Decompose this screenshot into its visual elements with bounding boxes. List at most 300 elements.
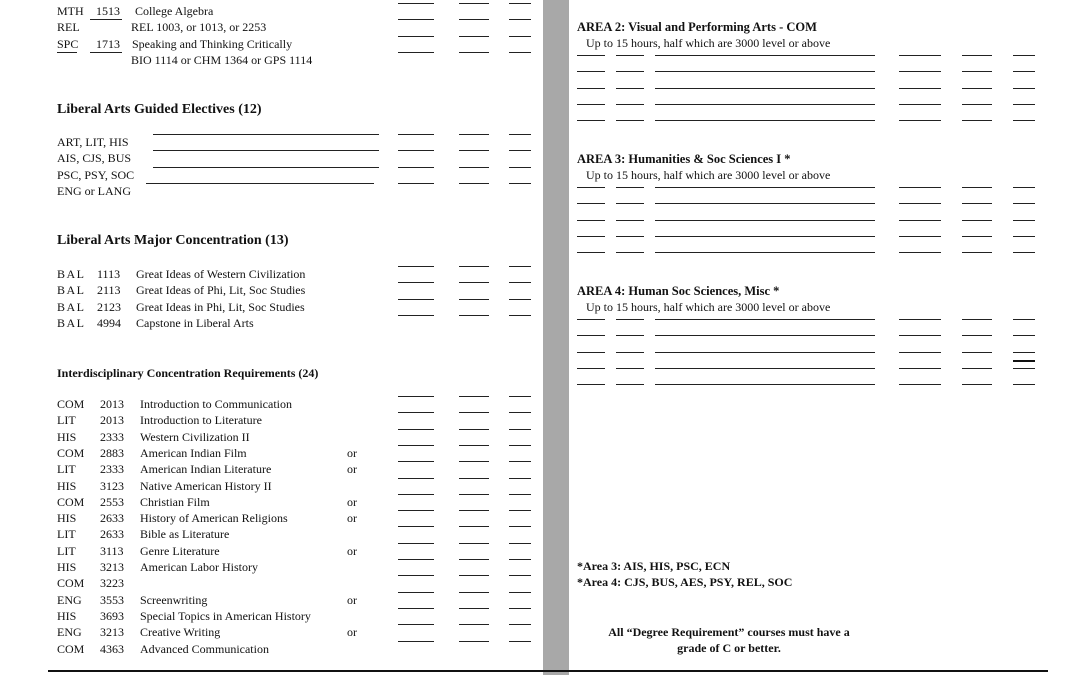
course-title-blank[interactable] bbox=[655, 55, 875, 56]
hours-blank[interactable] bbox=[1013, 319, 1035, 320]
hours-blank[interactable] bbox=[1013, 236, 1035, 237]
grade-blank[interactable] bbox=[398, 608, 434, 609]
number-blank[interactable] bbox=[616, 335, 644, 336]
course-title-blank[interactable] bbox=[655, 88, 875, 89]
grade-blank[interactable] bbox=[398, 315, 434, 316]
course-subject: BAL bbox=[57, 283, 86, 298]
or-connector: or bbox=[347, 494, 357, 509]
course-number: 4994 bbox=[97, 315, 121, 330]
semester-blank[interactable] bbox=[459, 299, 489, 300]
course-subject: COM bbox=[57, 576, 85, 591]
area-course-row bbox=[0, 88, 1080, 105]
course-title-blank[interactable] bbox=[655, 335, 875, 336]
or-connector: or bbox=[347, 445, 357, 460]
subject-blank[interactable] bbox=[577, 319, 605, 320]
number-blank[interactable] bbox=[616, 252, 644, 253]
course-title: Special Topics in American History bbox=[140, 608, 311, 623]
semester-blank[interactable] bbox=[459, 315, 489, 316]
grade-blank[interactable] bbox=[899, 252, 941, 253]
course-row bbox=[0, 608, 1080, 625]
course-subject: HIS bbox=[57, 608, 77, 623]
course-title: Christian Film bbox=[140, 494, 210, 509]
grade-blank[interactable] bbox=[398, 183, 434, 184]
grade-blank[interactable] bbox=[899, 71, 941, 72]
elective-row bbox=[0, 167, 1080, 184]
semester-blank[interactable] bbox=[459, 52, 489, 53]
course-row bbox=[0, 641, 1080, 658]
course-title: College Algebra bbox=[135, 4, 214, 18]
hours-blank[interactable] bbox=[1013, 120, 1035, 121]
hours-blank[interactable] bbox=[509, 445, 531, 446]
hours-blank[interactable] bbox=[509, 510, 531, 511]
course-number: 3213 bbox=[100, 625, 124, 640]
semester-blank[interactable] bbox=[459, 494, 489, 495]
grade-blank[interactable] bbox=[398, 510, 434, 511]
course-subject: HIS bbox=[57, 478, 77, 493]
electives-heading: Liberal Arts Guided Electives (12) bbox=[57, 102, 262, 117]
course-title-blank[interactable] bbox=[655, 220, 875, 221]
semester-blank[interactable] bbox=[962, 384, 992, 385]
subject-blank[interactable] bbox=[577, 71, 605, 72]
semester-blank[interactable] bbox=[459, 510, 489, 511]
course-title-blank[interactable] bbox=[655, 236, 875, 237]
subject-blank[interactable] bbox=[577, 352, 605, 353]
course-row bbox=[0, 478, 1080, 495]
semester-blank[interactable] bbox=[459, 575, 489, 576]
course-number: 3123 bbox=[100, 478, 124, 493]
course-row bbox=[0, 575, 1080, 592]
semester-blank[interactable] bbox=[962, 335, 992, 336]
semester-blank[interactable] bbox=[459, 412, 489, 413]
grade-blank[interactable] bbox=[398, 150, 434, 151]
area-course-row bbox=[0, 71, 1080, 88]
course-number: 2013 bbox=[100, 397, 124, 411]
course-number: 2633 bbox=[100, 511, 124, 526]
semester-blank[interactable] bbox=[962, 203, 992, 204]
semester-blank[interactable] bbox=[459, 461, 489, 462]
course-number: 2123 bbox=[97, 299, 121, 314]
course-title: Introduction to Communication bbox=[140, 397, 292, 411]
number-blank[interactable] bbox=[616, 120, 644, 121]
subject-blank[interactable] bbox=[577, 252, 605, 253]
number-blank[interactable] bbox=[616, 203, 644, 204]
number-blank[interactable] bbox=[616, 384, 644, 385]
grade-blank[interactable] bbox=[398, 445, 434, 446]
grade-blank[interactable] bbox=[398, 429, 434, 430]
semester-blank[interactable] bbox=[962, 104, 992, 105]
course-row bbox=[0, 592, 1080, 609]
course-number: 1513 bbox=[96, 4, 120, 18]
or-connector: or bbox=[347, 625, 357, 640]
semester-blank[interactable] bbox=[459, 543, 489, 544]
course-number: 2553 bbox=[100, 494, 124, 509]
semester-blank[interactable] bbox=[459, 36, 489, 37]
area-note: Up to 15 hours, half which are 3000 level or above bbox=[586, 36, 831, 50]
hours-blank[interactable] bbox=[1013, 71, 1035, 72]
area-course-row bbox=[0, 236, 1080, 253]
grade-blank[interactable] bbox=[398, 167, 434, 168]
semester-blank[interactable] bbox=[459, 624, 489, 625]
course-title: Capstone in Liberal Arts bbox=[136, 315, 254, 330]
course-title: Speaking and Thinking Critically bbox=[132, 36, 293, 51]
course-row bbox=[0, 412, 1080, 429]
hours-blank[interactable] bbox=[1013, 187, 1035, 188]
number-blank[interactable] bbox=[616, 368, 644, 369]
course-subject: LIT bbox=[57, 413, 76, 428]
course-title: BIO 1114 or CHM 1364 or GPS 1114 bbox=[131, 52, 313, 67]
hours-blank[interactable] bbox=[509, 641, 531, 642]
course-title-blank[interactable] bbox=[655, 203, 875, 204]
semester-blank[interactable] bbox=[459, 429, 489, 430]
course-title: Introduction to Literature bbox=[140, 413, 262, 428]
course-title: Great Ideas of Phi, Lit, Soc Studies bbox=[136, 283, 306, 298]
course-row bbox=[0, 624, 1080, 641]
area-course-row bbox=[0, 187, 1080, 204]
grade-blank[interactable] bbox=[398, 461, 434, 462]
semester-blank[interactable] bbox=[459, 183, 489, 184]
course-title: American Indian Literature bbox=[140, 462, 272, 477]
course-number: 3213 bbox=[100, 560, 124, 574]
area-course-row bbox=[0, 319, 1080, 336]
course-title: Great Ideas in Phi, Lit, Soc Studies bbox=[136, 299, 305, 314]
course-number: 2333 bbox=[100, 429, 124, 444]
course-subject: HIS bbox=[57, 511, 77, 526]
hours-blank[interactable] bbox=[1013, 384, 1035, 385]
subject-blank[interactable] bbox=[577, 88, 605, 89]
course-title: Western Civilization II bbox=[140, 429, 250, 444]
course-row bbox=[0, 543, 1080, 560]
grade-blank[interactable] bbox=[398, 19, 434, 20]
subject-blank[interactable] bbox=[577, 220, 605, 221]
area-course-row bbox=[0, 203, 1080, 220]
course-title-blank[interactable] bbox=[655, 252, 875, 253]
course-number: 4363 bbox=[100, 641, 124, 656]
elective-label: ART, LIT, HIS bbox=[57, 135, 129, 149]
course-title: Advanced Communication bbox=[140, 641, 269, 656]
elective-course-blank[interactable] bbox=[153, 150, 379, 151]
hours-blank[interactable] bbox=[1013, 203, 1035, 204]
course-title-blank[interactable] bbox=[655, 384, 875, 385]
hours-blank[interactable] bbox=[509, 167, 531, 168]
course-number: 3113 bbox=[100, 543, 124, 558]
course-title: American Labor History bbox=[140, 560, 258, 574]
course-subject: BAL bbox=[57, 315, 86, 330]
hours-blank[interactable] bbox=[509, 183, 531, 184]
semester-blank[interactable] bbox=[459, 641, 489, 642]
hours-blank[interactable] bbox=[509, 36, 531, 37]
grade-blank[interactable] bbox=[398, 592, 434, 593]
hours-blank[interactable] bbox=[509, 478, 531, 479]
course-title: History of American Religions bbox=[140, 511, 288, 526]
hours-blank[interactable] bbox=[509, 543, 531, 544]
grade-blank[interactable] bbox=[899, 203, 941, 204]
course-title: Screenwriting bbox=[140, 592, 208, 607]
semester-blank[interactable] bbox=[459, 282, 489, 283]
course-number: 2013 bbox=[100, 413, 124, 428]
grade-blank[interactable] bbox=[899, 88, 941, 89]
course-subject: HIS bbox=[57, 560, 77, 574]
course-row bbox=[0, 559, 1080, 576]
course-title: Great Ideas of Western Civilization bbox=[136, 267, 306, 281]
course-title: Bible as Literature bbox=[140, 527, 230, 542]
semester-blank[interactable] bbox=[962, 187, 992, 188]
course-number: 3553 bbox=[100, 592, 124, 607]
course-subject: BAL bbox=[57, 299, 86, 314]
course-number: 1713 bbox=[96, 36, 120, 51]
grade-blank[interactable] bbox=[398, 575, 434, 576]
course-subject: COM bbox=[57, 445, 85, 460]
or-connector: or bbox=[347, 543, 357, 558]
subject-blank[interactable] bbox=[577, 368, 605, 369]
subject-blank[interactable] bbox=[577, 120, 605, 121]
course-number: 3223 bbox=[100, 576, 124, 591]
area-note: Up to 15 hours, half which are 3000 level or above bbox=[586, 300, 831, 314]
hours-blank[interactable] bbox=[1013, 335, 1035, 336]
course-subject: LIT bbox=[57, 543, 76, 558]
grade-blank[interactable] bbox=[398, 412, 434, 413]
course-row bbox=[0, 510, 1080, 527]
area-course-row bbox=[0, 368, 1080, 385]
grade-blank[interactable] bbox=[899, 120, 941, 121]
number-blank[interactable] bbox=[90, 52, 122, 53]
grade-blank[interactable] bbox=[899, 55, 941, 56]
or-connector: or bbox=[347, 592, 357, 607]
course-row bbox=[0, 19, 1080, 36]
grade-blank[interactable] bbox=[899, 236, 941, 237]
area-course-row bbox=[0, 0, 1080, 5]
semester-blank[interactable] bbox=[459, 592, 489, 593]
course-title-blank[interactable] bbox=[655, 104, 875, 105]
hours-blank[interactable] bbox=[509, 52, 531, 53]
grade-blank[interactable] bbox=[899, 368, 941, 369]
hours-mark bbox=[1013, 360, 1035, 362]
hours-blank[interactable] bbox=[509, 608, 531, 609]
grade-blank[interactable] bbox=[398, 526, 434, 527]
course-title-blank[interactable] bbox=[655, 120, 875, 121]
semester-blank[interactable] bbox=[962, 71, 992, 72]
semester-blank[interactable] bbox=[459, 478, 489, 479]
hours-blank[interactable] bbox=[509, 592, 531, 593]
course-row bbox=[0, 429, 1080, 446]
number-blank[interactable] bbox=[616, 319, 644, 320]
elective-course-blank[interactable] bbox=[146, 183, 374, 184]
area-course-row bbox=[0, 55, 1080, 72]
course-number: 3693 bbox=[100, 608, 124, 623]
hours-blank[interactable] bbox=[509, 559, 531, 560]
subject-blank[interactable] bbox=[577, 104, 605, 105]
course-subject: COM bbox=[57, 494, 85, 509]
subject-blank[interactable] bbox=[577, 384, 605, 385]
grade-blank[interactable] bbox=[899, 335, 941, 336]
hours-blank[interactable] bbox=[1013, 252, 1035, 253]
course-subject: MTH bbox=[57, 4, 84, 18]
course-number: 2633 bbox=[100, 527, 124, 542]
semester-blank[interactable] bbox=[962, 220, 992, 221]
grade-blank[interactable] bbox=[398, 543, 434, 544]
grade-blank[interactable] bbox=[899, 187, 941, 188]
course-number: 2883 bbox=[100, 445, 124, 460]
semester-blank[interactable] bbox=[459, 526, 489, 527]
grade-blank[interactable] bbox=[398, 282, 434, 283]
course-number: 1113 bbox=[97, 267, 121, 281]
hours-blank[interactable] bbox=[509, 575, 531, 576]
hours-blank[interactable] bbox=[1013, 368, 1035, 369]
hours-blank[interactable] bbox=[509, 19, 531, 20]
course-number: 2113 bbox=[97, 283, 121, 298]
course-row bbox=[0, 282, 1080, 299]
elective-label: AIS, CJS, BUS bbox=[57, 151, 132, 166]
area-course-row bbox=[0, 120, 1080, 137]
subject-blank[interactable] bbox=[577, 335, 605, 336]
subject-blank[interactable] bbox=[577, 55, 605, 56]
semester-blank[interactable] bbox=[962, 120, 992, 121]
course-title: REL 1003, or 1013, or 2253 bbox=[131, 20, 267, 35]
area-course-row bbox=[0, 252, 1080, 269]
number-blank[interactable] bbox=[90, 19, 122, 20]
subject-blank[interactable] bbox=[57, 52, 77, 53]
area-course-row bbox=[0, 384, 1080, 401]
hours-blank[interactable] bbox=[509, 299, 531, 300]
course-subject: ENG bbox=[57, 625, 82, 640]
bottom-rule bbox=[48, 670, 1048, 672]
semester-blank[interactable] bbox=[459, 19, 489, 20]
course-subject: SPC bbox=[57, 36, 79, 51]
number-blank[interactable] bbox=[616, 71, 644, 72]
hours-blank[interactable] bbox=[509, 412, 531, 413]
course-number: 2333 bbox=[100, 462, 124, 477]
course-row bbox=[0, 299, 1080, 316]
semester-blank[interactable] bbox=[459, 150, 489, 151]
elective-label: PSC, PSY, SOC bbox=[57, 167, 135, 182]
grade-blank[interactable] bbox=[398, 36, 434, 37]
course-row bbox=[0, 494, 1080, 511]
elective-row bbox=[0, 150, 1080, 167]
course-row bbox=[0, 3, 1080, 20]
course-title: Genre Literature bbox=[140, 543, 220, 558]
course-title: Creative Writing bbox=[140, 625, 221, 640]
or-connector: or bbox=[347, 511, 357, 526]
grade-blank[interactable] bbox=[398, 559, 434, 560]
area-heading: AREA 2: Visual and Performing Arts - COM bbox=[577, 20, 817, 34]
semester-blank[interactable] bbox=[459, 608, 489, 609]
area-course-row bbox=[0, 220, 1080, 237]
grade-blank[interactable] bbox=[398, 299, 434, 300]
number-blank[interactable] bbox=[616, 88, 644, 89]
hours-blank[interactable] bbox=[1013, 220, 1035, 221]
grade-blank[interactable] bbox=[398, 624, 434, 625]
semester-blank[interactable] bbox=[459, 167, 489, 168]
course-row bbox=[0, 461, 1080, 478]
semester-blank[interactable] bbox=[459, 559, 489, 560]
number-blank[interactable] bbox=[616, 104, 644, 105]
course-title: Native American History II bbox=[140, 478, 272, 493]
course-title: American Indian Film bbox=[140, 445, 247, 460]
area-note: Up to 15 hours, half which are 3000 level or above bbox=[586, 168, 831, 182]
area-course-row bbox=[0, 104, 1080, 121]
semester-blank[interactable] bbox=[962, 55, 992, 56]
course-title-blank[interactable] bbox=[655, 71, 875, 72]
course-title-blank[interactable] bbox=[655, 368, 875, 369]
footnote-area3: *Area 3: AIS, HIS, PSC, ECN bbox=[577, 559, 731, 573]
semester-blank[interactable] bbox=[962, 368, 992, 369]
grade-requirement-note-line2: grade of C or better. bbox=[677, 641, 781, 655]
semester-blank[interactable] bbox=[459, 445, 489, 446]
hours-blank[interactable] bbox=[509, 494, 531, 495]
hours-blank[interactable] bbox=[509, 429, 531, 430]
hours-blank[interactable] bbox=[509, 526, 531, 527]
elective-course-blank[interactable] bbox=[153, 167, 379, 168]
hours-blank[interactable] bbox=[509, 624, 531, 625]
course-subject: BAL bbox=[57, 267, 86, 281]
course-subject: LIT bbox=[57, 462, 76, 477]
grade-blank[interactable] bbox=[899, 104, 941, 105]
hours-blank[interactable] bbox=[1013, 88, 1035, 89]
course-row bbox=[0, 526, 1080, 543]
grade-blank[interactable] bbox=[398, 494, 434, 495]
or-connector: or bbox=[347, 462, 357, 477]
hours-blank[interactable] bbox=[509, 315, 531, 316]
grade-blank[interactable] bbox=[899, 220, 941, 221]
semester-blank[interactable] bbox=[962, 88, 992, 89]
subject-blank[interactable] bbox=[577, 187, 605, 188]
subject-blank[interactable] bbox=[577, 203, 605, 204]
number-blank[interactable] bbox=[616, 187, 644, 188]
hours-blank[interactable] bbox=[1013, 104, 1035, 105]
footnote-area4: *Area 4: CJS, BUS, AES, PSY, REL, SOC bbox=[577, 575, 793, 589]
grade-blank[interactable] bbox=[398, 478, 434, 479]
number-blank[interactable] bbox=[616, 236, 644, 237]
hours-blank[interactable] bbox=[509, 461, 531, 462]
number-blank[interactable] bbox=[616, 220, 644, 221]
grade-blank[interactable] bbox=[899, 384, 941, 385]
hours-blank[interactable] bbox=[509, 282, 531, 283]
area-course-row bbox=[0, 352, 1080, 369]
course-subject: HIS bbox=[57, 429, 77, 444]
hours-blank[interactable] bbox=[509, 150, 531, 151]
semester-blank[interactable] bbox=[962, 352, 992, 353]
semester-blank[interactable] bbox=[962, 236, 992, 237]
grade-blank[interactable] bbox=[899, 319, 941, 320]
hours-blank[interactable] bbox=[1013, 55, 1035, 56]
semester-blank[interactable] bbox=[962, 319, 992, 320]
course-row bbox=[0, 445, 1080, 462]
grade-blank[interactable] bbox=[398, 52, 434, 53]
number-blank[interactable] bbox=[616, 55, 644, 56]
number-blank[interactable] bbox=[616, 352, 644, 353]
area-heading: AREA 3: Humanities & Soc Sciences I * bbox=[577, 152, 791, 166]
grade-requirement-note: All “Degree Requirement” courses must have a bbox=[608, 625, 850, 639]
hours-blank[interactable] bbox=[1013, 352, 1035, 353]
course-subject: LIT bbox=[57, 527, 76, 542]
course-title-blank[interactable] bbox=[655, 187, 875, 188]
elective-label: ENG or LANG bbox=[57, 183, 131, 198]
major-heading: Liberal Arts Major Concentration (13) bbox=[57, 233, 289, 248]
subject-blank[interactable] bbox=[577, 236, 605, 237]
course-title-blank[interactable] bbox=[655, 319, 875, 320]
area-course-row bbox=[0, 335, 1080, 352]
grade-blank[interactable] bbox=[398, 641, 434, 642]
semester-blank[interactable] bbox=[962, 252, 992, 253]
area-heading: AREA 4: Human Soc Sciences, Misc * bbox=[577, 284, 780, 298]
course-title-blank[interactable] bbox=[655, 352, 875, 353]
course-subject: REL bbox=[57, 20, 80, 35]
course-subject: COM bbox=[57, 641, 85, 656]
grade-blank[interactable] bbox=[899, 352, 941, 353]
interdisciplinary-heading: Interdisciplinary Concentration Requirements (24) bbox=[57, 366, 319, 380]
course-subject: COM bbox=[57, 397, 85, 411]
course-row bbox=[0, 36, 1080, 53]
course-subject: ENG bbox=[57, 592, 82, 607]
